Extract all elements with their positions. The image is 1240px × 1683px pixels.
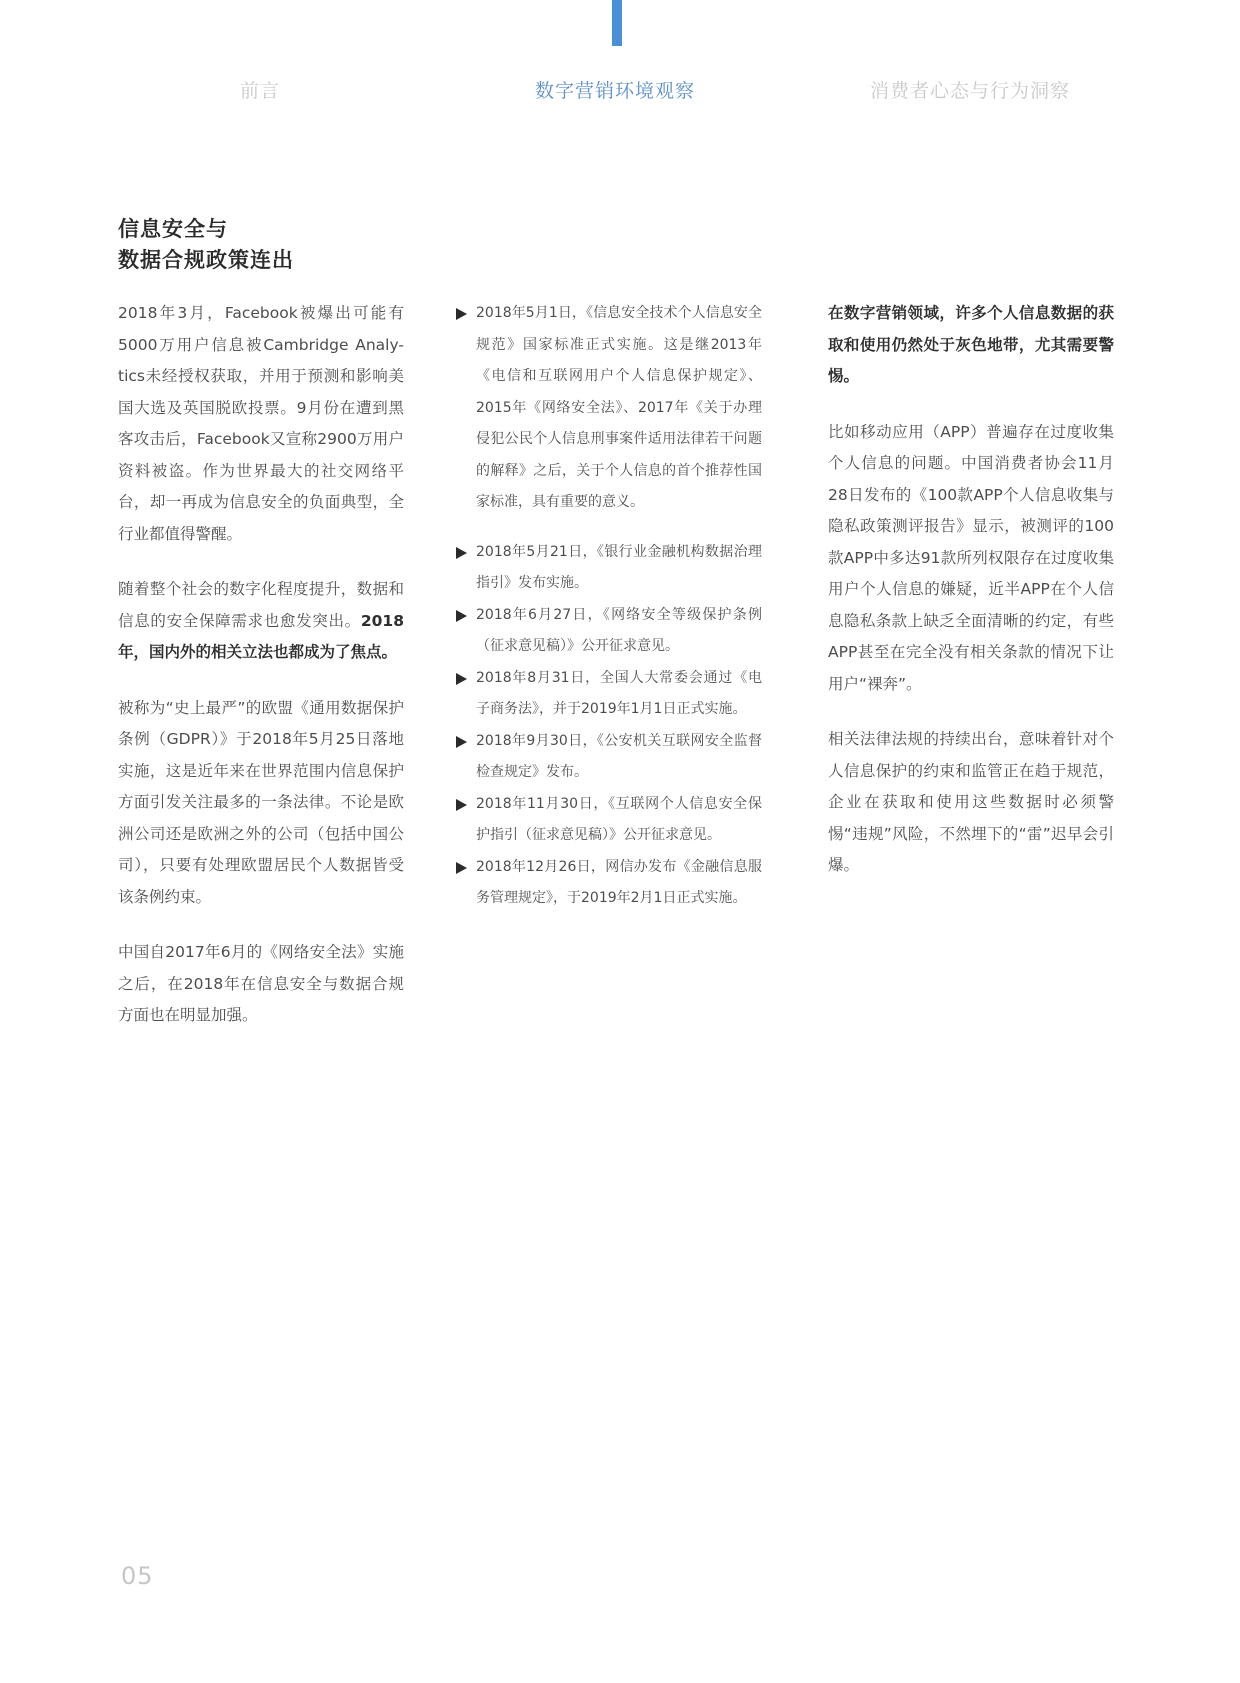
right-column xyxy=(828,298,1114,906)
section-nav xyxy=(0,76,1240,106)
tab-consumer-insights[interactable]: 消费者心态与行为洞察 xyxy=(869,80,1071,102)
section-title xyxy=(118,214,294,276)
timeline-item-text: 2018年5月1日，《信息安全技术个人信息安全规范》国家标准正式实施。这是继2013年《电信和互联网用户个人信息保护规定》、2015年《网络安全法》、2017年《关于办理侵犯公民个人信息刑事案件适用法律若干问题的解释》之后，关于个人信息的首个推荐性国家标准，具有重要的意义。 xyxy=(476,305,762,510)
left-column xyxy=(118,298,404,1056)
paragraph-gray-zone: 在数字营销领域，许多个人信息数据的获取和使用仍然处于灰色地带，尤其需要警惕。 xyxy=(828,304,1114,385)
tab-preface[interactable]: 前言 xyxy=(239,80,281,102)
tab-digital-marketing-environment[interactable]: 数字营销环境观察 xyxy=(534,80,696,102)
paragraph-china-cybersecurity: 中国自2017年6月的《网络安全法》实施之后，在2018年在信息安全与数据合规方面也在明显加强。 xyxy=(118,943,404,1024)
paragraph-app-collection: 比如移动应用（APP）普遍存在过度收集个人信息的问题。中国消费者协会11月28日发布的《100款APP个人信息收集与隐私政策测评报告》显示，被测评的100款APP中多达91款所列权限存在过度收集用户个人信息的嫌疑，近半APP在个人信息隐私条款上缺乏全面清晰的约定，有些APP甚至在完全没有相关条款的情况下让用户“裸奔”。 xyxy=(828,422,1114,693)
triangle-bullet-icon xyxy=(456,547,467,559)
timeline-item-text: 2018年11月30日，《互联网个人信息安全保护指引（征求意见稿）》公开征求意见。 xyxy=(476,795,762,843)
paragraph-digitalization-text: 随着整个社会的数字化程度提升，数据和信息的安全保障需求也愈发突出。 xyxy=(118,580,404,630)
middle-column-timeline xyxy=(456,298,762,915)
paragraph-digitalization-emphasis: 2018年，国内外的相关立法也都成为了焦点。 xyxy=(118,611,404,661)
paragraph-digitalization xyxy=(118,574,404,669)
timeline-item-text: 2018年8月31日，全国人大常委会通过《电子商务法》，并于2019年1月1日正式实施。 xyxy=(476,669,762,717)
triangle-bullet-icon xyxy=(456,308,467,320)
timeline-item-text: 2018年12月26日，网信办发布《金融信息服务管理规定》，于2019年2月1日正式实施。 xyxy=(476,858,762,906)
timeline-item-text: 2018年5月21日，《银行业金融机构数据治理指引》发布实施。 xyxy=(476,543,762,591)
section-indicator-bar xyxy=(612,0,622,46)
triangle-bullet-icon xyxy=(456,736,467,748)
timeline-item-text: 2018年6月27日，《网络安全等级保护条例（征求意见稿）》公开征求意见。 xyxy=(476,606,762,654)
timeline-item xyxy=(456,537,762,600)
timeline-item xyxy=(456,852,762,915)
section-title-line-1: 信息安全与 xyxy=(118,217,228,241)
triangle-bullet-icon xyxy=(456,610,467,622)
timeline-item xyxy=(456,663,762,726)
paragraph-regulation-trend: 相关法律法规的持续出台，意味着针对个人信息保护的约束和监管正在趋于规范，企业在获取和使用这些数据时必须警惕“违规”风险，不然埋下的“雷”迟早会引爆。 xyxy=(828,730,1114,874)
triangle-bullet-icon xyxy=(456,799,467,811)
timeline-item xyxy=(456,298,762,519)
paragraph-facebook: 2018年3月，Facebook被爆出可能有5000万用户信息被Cambridge Analy-tics未经授权获取，并用于预测和影响美国大选及英国脱欧投票。9月份在遭到黑客攻击后，Facebook又宣称2900万用户资料被盗。作为世界最大的社交网络平台，却一再成为信息安全的负面典型，全行业都值得警醒。 xyxy=(118,304,404,543)
page-number: 05 xyxy=(121,1562,154,1590)
timeline-item-text: 2018年9月30日，《公安机关互联网安全监督检查规定》发布。 xyxy=(476,732,762,780)
section-title-line-2: 数据合规政策连出 xyxy=(118,248,294,272)
timeline-item xyxy=(456,726,762,789)
paragraph-gdpr: 被称为“史上最严”的欧盟《通用数据保护条例（GDPR）》于2018年5月25日落地实施，这是近年来在世界范围内信息保护方面引发关注最多的一条法律。不论是欧洲公司还是欧洲之外的公司（包括中国公司），只要有处理欧盟居民个人数据皆受该条例约束。 xyxy=(118,698,404,906)
timeline-item xyxy=(456,600,762,663)
triangle-bullet-icon xyxy=(456,673,467,685)
triangle-bullet-icon xyxy=(456,862,467,874)
timeline-item xyxy=(456,789,762,852)
